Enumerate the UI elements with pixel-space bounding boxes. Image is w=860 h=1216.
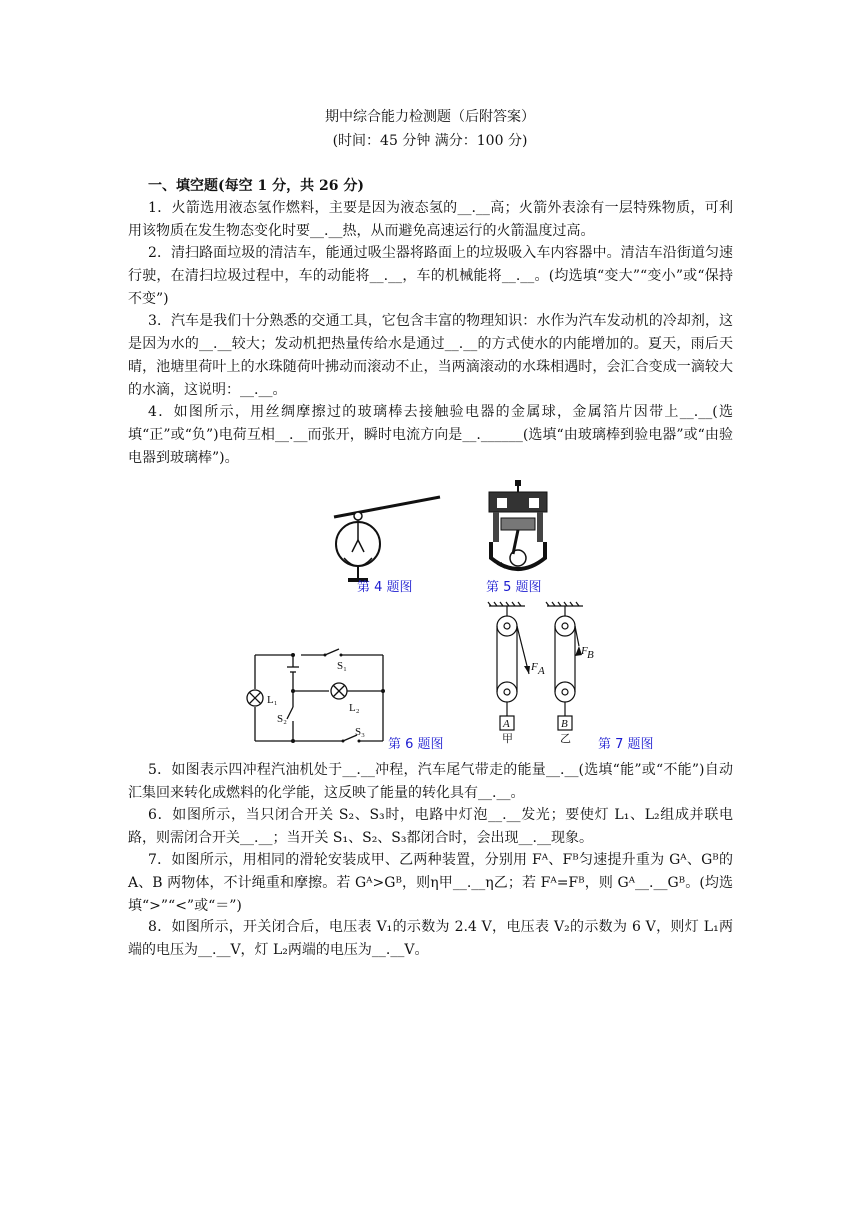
fig4-caption: 第 4 题图 bbox=[357, 580, 413, 595]
question-1: 1．火箭选用液态氢作燃料，主要是因为液态氢的__.__高；火箭外表涂有一层特殊物质，可利用该物质在发生物态变化时要__.__热，从而避免高速运行的火箭温度过高。 bbox=[128, 200, 733, 239]
label-fb: F bbox=[581, 645, 588, 657]
engine-figure bbox=[483, 478, 553, 580]
question-5: 5．如图表示四冲程汽油机处于__.__冲程，汽车尾气带走的能量__.__(选填“能”或“不能”)自动汇集回来转化成燃料的化学能，这反映了能量的转化具有__.__。 bbox=[128, 762, 733, 801]
circuit-figure bbox=[243, 645, 393, 745]
label-b: B bbox=[561, 718, 568, 730]
label-fa: F bbox=[531, 661, 538, 673]
fig7-caption: 第 7 题图 bbox=[598, 737, 654, 752]
label-l1: L₁ bbox=[267, 694, 278, 706]
question-8: 8．如图所示，开关闭合后，电压表 V₁的示数为 2.4 V，电压表 V₂的示数为 6 V，则灯 L₁两端的电压为__.__V，灯 L₂两端的电压为__.__V。 bbox=[128, 919, 733, 958]
page-subtitle: (时间：45 分钟 满分：100 分) bbox=[332, 133, 528, 149]
label-yi: 乙 bbox=[560, 733, 571, 745]
page-title: 期中综合能力检测题（后附答案） bbox=[325, 109, 535, 125]
label-s2: S₂ bbox=[277, 713, 287, 725]
label-fb-sub: B bbox=[587, 649, 594, 661]
question-3: 3．汽车是我们十分熟悉的交通工具，它包含丰富的物理知识：水作为汽车发动机的冷却剂，这是因为水的__.__较大；发动机把热量传给水是通过__.__的方式使水的内能增加的。夏天，雨后天晴，池塘里荷叶上的水珠随荷叶拂动而滚动不止，当两滴滚动的水珠相遇时，会汇合变成一滴较大的水滴，这说明：__.__。 bbox=[128, 313, 733, 398]
label-a: A bbox=[503, 718, 510, 730]
label-l2: L₂ bbox=[349, 702, 360, 714]
section-heading: 一、填空题(每空 1 分，共 26 分) bbox=[148, 178, 364, 194]
label-fa-sub: A bbox=[538, 665, 545, 677]
question-4: 4．如图所示，用丝绸摩擦过的玻璃棒去接触验电器的金属球，金属箔片因带上__.__(选填“正”或“负”)电荷互相__.__而张开，瞬时电流方向是__.______(选填“由玻璃棒到验电器”或“由验电器到玻璃棒”)。 bbox=[128, 404, 733, 466]
fig6-caption: 第 6 题图 bbox=[388, 737, 444, 752]
question-7: 7．如图所示，用相同的滑轮安装成甲、乙两种装置，分别用 Fᴬ、Fᴮ匀速提升重为 Gᴬ、Gᴮ的 A、B 两物体，不计绳重和摩擦。若 Gᴬ>Gᴮ，则η甲__.__η乙；若 Fᴬ=Fᴮ，则 Gᴬ__.__Gᴮ。(均选填“>”“<”或“＝”) bbox=[128, 852, 733, 914]
fig5-caption: 第 5 题图 bbox=[486, 580, 542, 595]
label-s1: S₁ bbox=[337, 660, 347, 672]
question-2: 2．清扫路面垃圾的清洁车，能通过吸尘器将路面上的垃圾吸入车内容器中。清洁车沿街道匀速行驶，在清扫垃圾过程中，车的动能将__.__，车的机械能将__.__。(均选填“变大”“变小”或“保持不变”) bbox=[128, 245, 733, 307]
label-jia: 甲 bbox=[502, 733, 513, 745]
question-6: 6．如图所示，当只闭合开关 S₂、S₃时，电路中灯泡__.__发光；要使灯 L₁、L₂组成并联电路，则需闭合开关__.__；当开关 S₁、S₂、S₃都闭合时，会出现__.__现象。 bbox=[128, 807, 733, 846]
label-s3: S₃ bbox=[355, 726, 365, 738]
pulley-figure bbox=[483, 602, 593, 746]
